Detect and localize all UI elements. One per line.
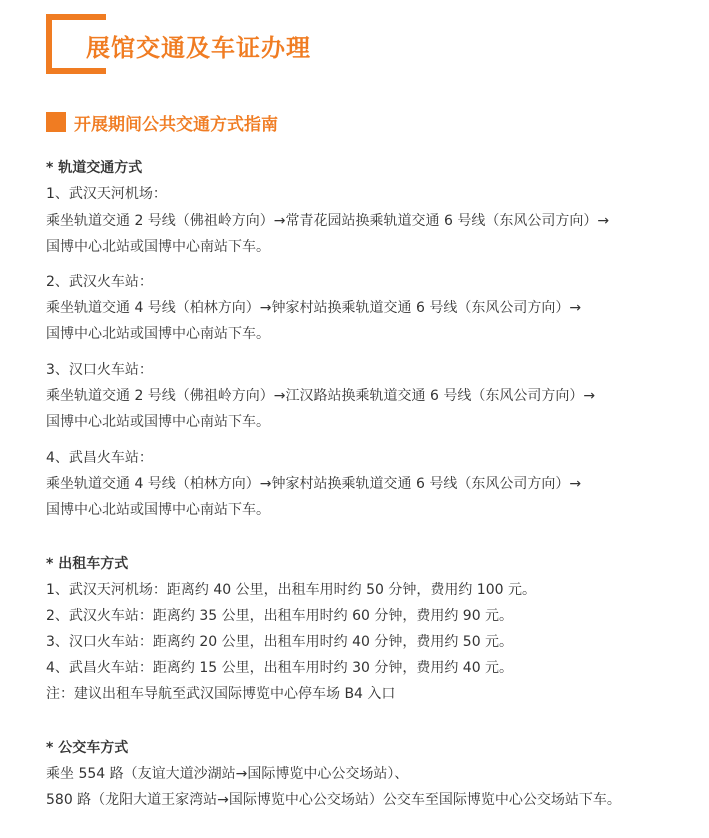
section-title: 开展期间公共交通方式指南 — [74, 115, 278, 135]
rail-item-label: 2、武汉火车站： — [46, 274, 153, 290]
section-marker — [46, 112, 66, 132]
rail-item-route: 乘坐轨道交通 2 号线（佛祖岭方向）→江汉路站换乘轨道交通 6 号线（东风公司方向）→ — [46, 388, 596, 404]
rail-heading: * 轨道交通方式 — [46, 160, 143, 176]
rail-item-label: 3、汉口火车站： — [46, 362, 153, 378]
taxi-item: 3、汉口火车站：距离约 20 公里，出租车用时约 40 分钟，费用约 50 元。 — [46, 634, 514, 650]
rail-item-dest: 国博中心北站或国博中心南站下车。 — [46, 414, 270, 430]
taxi-item: 4、武昌火车站：距离约 15 公里，出租车用时约 30 分钟，费用约 40 元。 — [46, 660, 514, 676]
rail-item-dest: 国博中心北站或国博中心南站下车。 — [46, 502, 270, 518]
rail-item-label: 1、武汉天河机场： — [46, 186, 167, 202]
rail-item-route: 乘坐轨道交通 2 号线（佛祖岭方向）→常青花园站换乘轨道交通 6 号线（东风公司方向）→ — [46, 213, 610, 229]
rail-item-dest: 国博中心北站或国博中心南站下车。 — [46, 326, 270, 342]
bus-line: 乘坐 554 路（友谊大道沙湖站→国际博览中心公交场站）、 — [46, 766, 409, 782]
taxi-item: 1、武汉天河机场：距离约 40 公里，出租车用时约 50 分钟，费用约 100 元。 — [46, 582, 536, 598]
bus-heading: * 公交车方式 — [46, 740, 129, 756]
rail-item-route: 乘坐轨道交通 4 号线（柏林方向）→钟家村站换乘轨道交通 6 号线（东风公司方向）→ — [46, 300, 582, 316]
page-title: 展馆交通及车证办理 — [86, 34, 311, 62]
bus-line: 580 路（龙阳大道王家湾站→国际博览中心公交场站）公交车至国际博览中心公交场站下车。 — [46, 792, 621, 808]
rail-item-label: 4、武昌火车站： — [46, 450, 153, 466]
taxi-note: 注：建议出租车导航至武汉国际博览中心停车场 B4 入口 — [46, 686, 396, 702]
taxi-heading: * 出租车方式 — [46, 556, 129, 572]
rail-item-dest: 国博中心北站或国博中心南站下车。 — [46, 239, 270, 255]
taxi-item: 2、武汉火车站：距离约 35 公里，出租车用时约 60 分钟，费用约 90 元。 — [46, 608, 514, 624]
rail-item-route: 乘坐轨道交通 4 号线（柏林方向）→钟家村站换乘轨道交通 6 号线（东风公司方向）→ — [46, 476, 582, 492]
